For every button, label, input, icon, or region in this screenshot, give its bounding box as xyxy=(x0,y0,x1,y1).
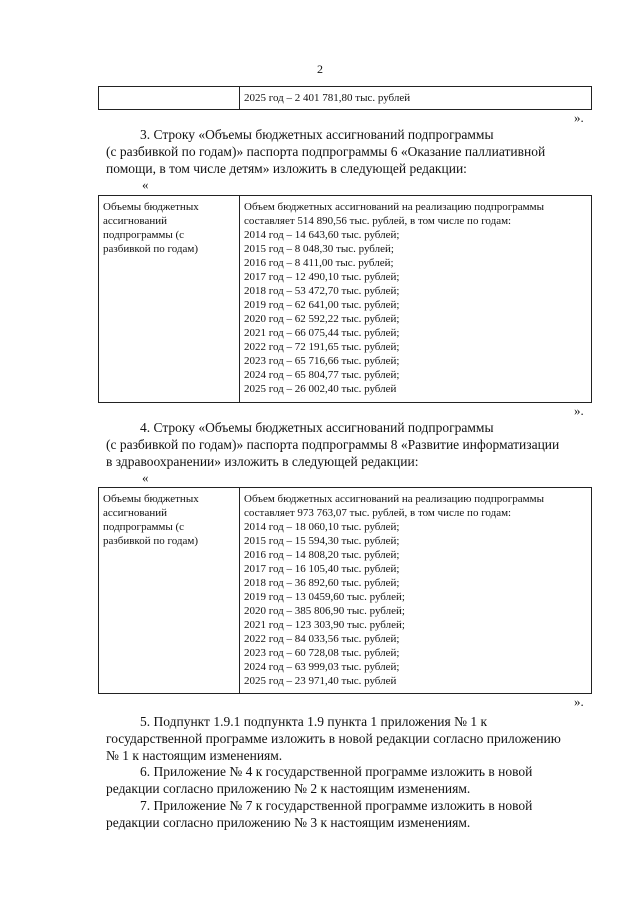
text-line: государственной программе изложить в новой редакции согласно приложению xyxy=(106,731,561,746)
paragraph-item-3 xyxy=(106,126,592,177)
budget-line: 2025 год – 26 002,40 тыс. рублей xyxy=(244,383,397,395)
subprogram-6-budget-table xyxy=(98,195,592,403)
table-right-cell xyxy=(244,200,544,396)
closing-quote: ». xyxy=(574,694,584,709)
budget-line: 2025 год – 2 401 781,80 тыс. рублей xyxy=(244,92,411,104)
budget-line: 2018 год – 53 472,70 тыс. рублей; xyxy=(244,285,400,297)
budget-line: 2023 год – 65 716,66 тыс. рублей; xyxy=(244,355,400,367)
text-line: 3. Строку «Объемы бюджетных ассигнований подпрограммы xyxy=(140,127,494,142)
table-right-cell xyxy=(244,91,410,105)
budget-line: 2017 год – 16 105,40 тыс. рублей; xyxy=(244,563,400,575)
budget-line: 2019 год – 62 641,00 тыс. рублей; xyxy=(244,299,400,311)
table-left-cell xyxy=(99,196,240,402)
opening-quote: « xyxy=(142,470,149,485)
table-label-line: Объемы бюджетных xyxy=(103,201,199,213)
budget-line: 2014 год – 18 060,10 тыс. рублей; xyxy=(244,521,400,533)
budget-line: 2016 год – 14 808,20 тыс. рублей; xyxy=(244,549,400,561)
budget-line: 2022 год – 84 033,56 тыс. рублей; xyxy=(244,633,400,645)
budget-line: Объем бюджетных ассигнований на реализацию подпрограммы xyxy=(244,201,544,213)
paragraph-item-6 xyxy=(106,763,592,797)
budget-line: 2024 год – 65 804,77 тыс. рублей; xyxy=(244,369,400,381)
budget-line: 2017 год – 12 490,10 тыс. рублей; xyxy=(244,271,400,283)
budget-line: 2015 год – 8 048,30 тыс. рублей; xyxy=(244,243,394,255)
text-line: в здравоохранении» изложить в следующей редакции: xyxy=(106,454,419,469)
subprogram-8-budget-table xyxy=(98,487,592,694)
text-line: 6. Приложение № 4 к государственной программе изложить в новой xyxy=(140,764,533,779)
text-line: помощи, в том числе детям» изложить в следующей редакции: xyxy=(106,161,467,176)
table-label-line: ассигнований xyxy=(103,215,168,227)
budget-line: 2020 год – 62 592,22 тыс. рублей; xyxy=(244,313,400,325)
table-label-line: ассигнований xyxy=(103,507,168,519)
budget-line: 2024 год – 63 999,03 тыс. рублей; xyxy=(244,661,400,673)
table-label-line: подпрограммы (с xyxy=(103,229,185,241)
table-left-cell xyxy=(99,488,240,693)
budget-line: 2018 год – 36 892,60 тыс. рублей; xyxy=(244,577,400,589)
table-fragment-top xyxy=(98,86,592,110)
text-line: (с разбивкой по годам)» паспорта подпрограммы 8 «Развитие информатизации xyxy=(106,437,560,452)
budget-line: составляет 514 890,56 тыс. рублей, в том числе по годам: xyxy=(244,215,512,227)
budget-line: 2016 год – 8 411,00 тыс. рублей; xyxy=(244,257,394,269)
table-left-cell xyxy=(99,87,240,109)
budget-line: 2014 год – 14 643,60 тыс. рублей; xyxy=(244,229,400,241)
table-label-line: разбивкой по годам) xyxy=(103,535,198,547)
closing-quote: ». xyxy=(574,110,584,125)
budget-line: 2022 год – 72 191,65 тыс. рублей; xyxy=(244,341,400,353)
table-right-cell xyxy=(244,492,544,688)
text-line: 5. Подпункт 1.9.1 подпункта 1.9 пункта 1 приложения № 1 к xyxy=(140,714,488,729)
opening-quote: « xyxy=(142,177,149,192)
paragraph-item-7 xyxy=(106,797,592,831)
budget-line: 2015 год – 15 594,30 тыс. рублей; xyxy=(244,535,400,547)
text-line: (с разбивкой по годам)» паспорта подпрограммы 6 «Оказание паллиативной xyxy=(106,144,546,159)
paragraph-item-5 xyxy=(106,713,592,764)
text-line: 4. Строку «Объемы бюджетных ассигнований подпрограммы xyxy=(140,420,494,435)
budget-line: 2021 год – 123 303,90 тыс. рублей; xyxy=(244,619,405,631)
text-line: 7. Приложение № 7 к государственной программе изложить в новой xyxy=(140,798,533,813)
text-line: редакции согласно приложению № 3 к настоящим изменениям. xyxy=(106,815,471,830)
budget-line: 2021 год – 66 075,44 тыс. рублей; xyxy=(244,327,400,339)
table-label-line: Объемы бюджетных xyxy=(103,493,199,505)
budget-line: 2025 год – 23 971,40 тыс. рублей xyxy=(244,675,397,687)
budget-line: 2019 год – 13 0459,60 тыс. рублей; xyxy=(244,591,405,603)
budget-line: Объем бюджетных ассигнований на реализацию подпрограммы xyxy=(244,493,544,505)
table-label-line: подпрограммы (с xyxy=(103,521,185,533)
closing-quote: ». xyxy=(574,403,584,418)
budget-line: составляет 973 763,07 тыс. рублей, в том числе по годам: xyxy=(244,507,512,519)
budget-line: 2023 год – 60 728,08 тыс. рублей; xyxy=(244,647,400,659)
table-label-line: разбивкой по годам) xyxy=(103,243,198,255)
text-line: № 1 к настоящим изменениям. xyxy=(106,748,283,763)
page-number: 2 xyxy=(317,62,323,76)
budget-line: 2020 год – 385 806,90 тыс. рублей; xyxy=(244,605,405,617)
text-line: редакции согласно приложению № 2 к настоящим изменениям. xyxy=(106,781,471,796)
paragraph-item-4 xyxy=(106,419,592,470)
